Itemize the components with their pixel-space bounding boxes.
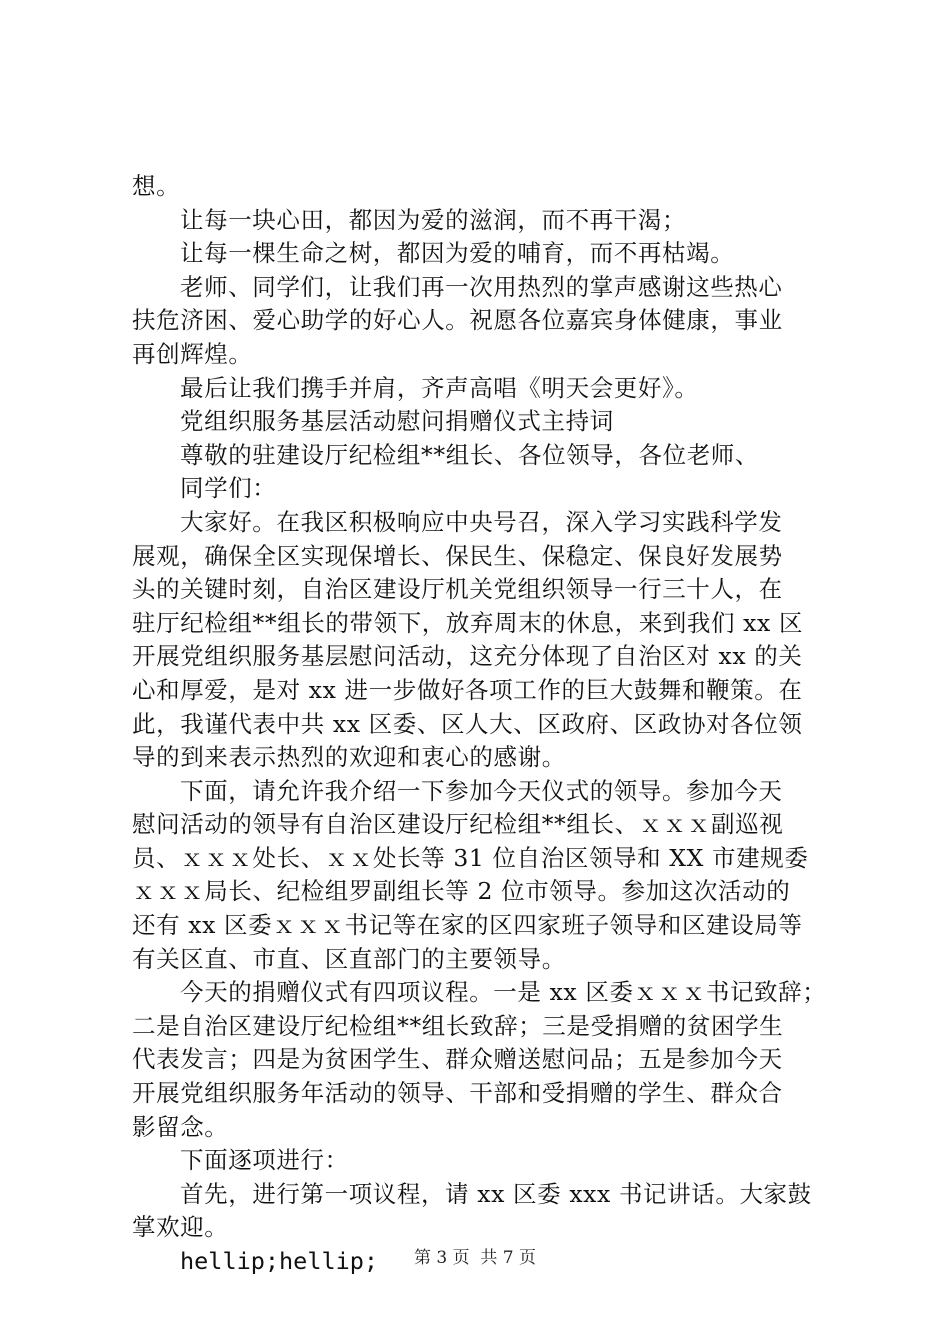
text-line: 大家好。在我区积极响应中央号召，深入学习实践科学发 <box>180 507 783 536</box>
text-line: 展观，确保全区实现保增长、保民生、保稳定、保良好发展势 <box>132 541 783 570</box>
text-line: 导的到来表示热烈的欢迎和衷心的感谢。 <box>132 743 566 772</box>
text-line: 影留念。 <box>132 1112 229 1141</box>
text-line: 同学们： <box>180 474 277 503</box>
text-line: 头的关键时刻，自治区建设厅机关党组织领导一行三十人，在 <box>132 575 783 604</box>
text-line: 掌欢迎。 <box>132 1213 229 1242</box>
text-line: 代表发言；四是为贫困学生、群众赠送慰问品；五是参加今天 <box>132 1045 783 1074</box>
page-footer: 第 3 页 共 7 页 <box>413 1248 537 1268</box>
text-line: 员、ｘｘｘ处长、ｘｘ处长等 31 位自治区领导和 XX 市建规委 <box>132 843 809 872</box>
text-line: 让每一块心田，都因为爱的滋润，而不再干渴； <box>180 205 687 234</box>
text-line: 心和厚爱，是对 xx 进一步做好各项工作的巨大鼓舞和鞭策。在 <box>132 675 803 704</box>
text-line: hellip;hellip; <box>180 1247 379 1275</box>
text-line: 有关区直、市直、区直部门的主要领导。 <box>132 944 566 973</box>
text-line: ｘｘｘ局长、纪检组罗副组长等 2 位市领导。参加这次活动的 <box>132 877 791 906</box>
text-line: 最后让我们携手并肩，齐声高唱《明天会更好》。 <box>180 373 699 402</box>
text-line: 慰问活动的领导有自治区建设厅纪检组**组长、ｘｘｘ副巡视 <box>132 810 784 839</box>
text-line: 开展党组织服务基层慰问活动，这充分体现了自治区对 xx 的关 <box>132 642 803 671</box>
text-line: 驻厅纪检组**组长的带领下，放弃周末的休息，来到我们 xx 区 <box>132 608 804 637</box>
text-line: 二是自治区建设厅纪检组**组长致辞；三是受捐赠的贫困学生 <box>132 1011 784 1040</box>
text-line: 下面逐项进行： <box>180 1146 349 1175</box>
text-line: 此，我谨代表中共 xx 区委、区人大、区政府、区政协对各位领 <box>132 709 803 738</box>
text-line: 还有 xx 区委ｘｘｘ书记等在家的区四家班子领导和区建设局等 <box>132 911 803 940</box>
text-line: 开展党组织服务年活动的领导、干部和受捐赠的学生、群众合 <box>132 1079 783 1108</box>
text-line: 想。 <box>132 172 181 200</box>
text-line: 下面，请允许我介绍一下参加今天仪式的领导。参加今天 <box>180 776 783 805</box>
text-line: 让每一棵生命之树，都因为爱的哺育，而不再枯竭。 <box>180 239 735 268</box>
text-line: 首先，进行第一项议程，请 xx 区委 xxx 书记讲话。大家鼓 <box>180 1179 812 1208</box>
section-title: 党组织服务基层活动慰问捐赠仪式主持词 <box>180 407 614 436</box>
text-line: 老师、同学们，让我们再一次用热烈的掌声感谢这些热心 <box>180 272 783 301</box>
text-line: 再创辉煌。 <box>132 339 253 368</box>
text-line: 扶危济困、爱心助学的好心人。祝愿各位嘉宾身体健康，事业 <box>132 306 783 335</box>
body-text <box>132 170 832 1279</box>
text-line: 尊敬的驻建设厅纪检组**组长、各位领导，各位老师、 <box>180 440 759 469</box>
text-line: 今天的捐赠仪式有四项议程。一是 xx 区委ｘｘｘ书记致辞； <box>180 978 827 1007</box>
